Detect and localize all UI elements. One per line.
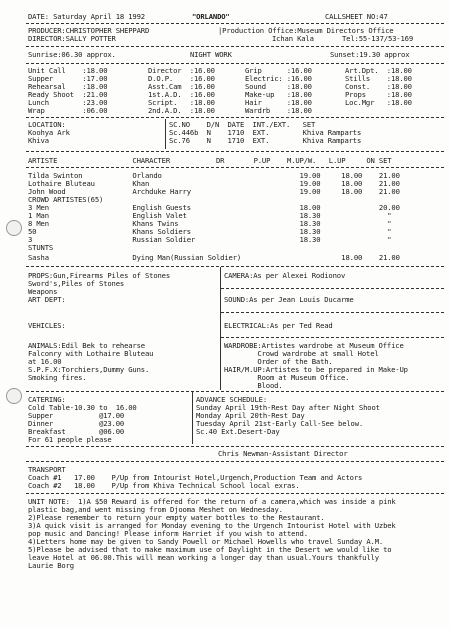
divider xyxy=(26,266,444,267)
catering-line: For 61 people please xyxy=(28,435,112,444)
note-line: plastic bag,and went missing from Djooma Meshet on Wednesday. xyxy=(28,505,283,514)
call-line: Wardrb :18.00 xyxy=(245,106,312,115)
header-callsheet: CALLSHEET NO:47 xyxy=(325,12,388,21)
divider xyxy=(26,493,444,494)
note-line: pop music and Dancing! Please inform Harriet if you wish to attend. xyxy=(28,529,308,538)
props-line: Weapons xyxy=(28,287,58,296)
table-row: 8 Men Khans Twins 18.30 " xyxy=(28,219,392,228)
note-line: UNIT NOTE: 1)A $50 Reward is offered for the return of a camera,which was inside a pink xyxy=(28,497,396,506)
animals-line: Falconry with Lothaire Bluteau xyxy=(28,349,154,358)
location-divider xyxy=(165,119,166,149)
transport-line: Coach #1 17.00 P/Up from Intourist Hotel,Urgench,Production Team and Actors xyxy=(28,473,363,482)
transport-line: TRANSPORT xyxy=(28,465,66,474)
table-row: 3 Russian Soldier 18.30 " xyxy=(28,235,392,244)
call-line: Loc.Mgr :18.00 xyxy=(345,98,412,107)
production-office: |Production Office:Museum Directors Office xyxy=(218,26,394,35)
director: DIRECTOR:SALLY POTTER xyxy=(28,34,116,43)
call-line: Stills :18.00 xyxy=(345,74,412,83)
call-line: Hair :18.00 xyxy=(245,98,312,107)
call-line: Wrap :06.00 xyxy=(28,106,108,115)
call-line: Electric: :16.00 xyxy=(245,74,312,83)
table-row: John Wood Archduke Harry 19.00 18.00 21.00 xyxy=(28,187,400,196)
wardrobe-line: Crowd wardrobe at small Hotel xyxy=(224,349,379,358)
divider xyxy=(26,117,444,118)
wardrobe-line: WARDROBE:Artistes wardrobe at Museum Office xyxy=(224,341,404,350)
night-work: NIGHT WORK xyxy=(190,50,232,59)
scene-line: Sc.76 N 1710 EXT. Khiva Ramparts xyxy=(169,136,362,145)
call-line: Art.Dpt. :18.00 xyxy=(345,66,412,75)
departments-divider xyxy=(220,267,221,390)
sound: SOUND:As per Jean Louis Ducarme xyxy=(224,295,354,304)
note-line: 5)Please be advised that to make maximum use of Daylight in the Desert we would like to xyxy=(28,545,392,554)
catering-divider xyxy=(192,392,193,444)
office-tel: Tel:55-137/53-169 xyxy=(342,34,414,43)
call-line: 1st.A.D. :16.00 xyxy=(148,90,215,99)
table-row: Lothaire Bluteau Khan 19.00 18.00 21.00 xyxy=(28,179,400,188)
call-line: Script. :18.00 xyxy=(148,98,215,107)
header-title: "ORLANDO" xyxy=(192,12,230,21)
table-row: CROWD ARTISTES(65) xyxy=(28,195,104,204)
note-line: leave Hotel at 06.00.This will mean working a longer day than usual.Yours thankfully xyxy=(28,553,379,562)
call-line: Make-up :18.00 xyxy=(245,90,312,99)
animals-line: ANIMALS:Edil Bek to rehearse xyxy=(28,341,145,350)
punch-hole-bottom xyxy=(6,388,22,404)
animals-line: at 16.00 xyxy=(28,357,62,366)
location-line: LOCATION: xyxy=(28,120,66,129)
animals-line: Smoking fires. xyxy=(28,373,87,382)
call-line: Props :18.00 xyxy=(345,90,412,99)
transport-line: Coach #2 18.00 P/Up from Khiva Technical School local exras. xyxy=(28,481,300,490)
divider xyxy=(26,446,444,447)
call-line: Grip :16.00 xyxy=(245,66,312,75)
catering-line: Dinner @23.00 xyxy=(28,419,125,428)
schedule-line: ADVANCE SCHEDULE: xyxy=(196,395,268,404)
call-line: 2nd.A.D. :18.00 xyxy=(148,106,215,115)
scene-line: SC.NO D/N DATE INT./EXT. SET xyxy=(169,120,316,129)
catering-line: Supper @17.00 xyxy=(28,411,125,420)
table-row: Tilda Swinton Orlando 19.00 18.00 21.00 xyxy=(28,171,400,180)
catering-line: Breakfast @06.00 xyxy=(28,427,125,436)
camera: CAMERA:As per Alexei Rodionov xyxy=(224,271,346,280)
wardrobe-line: Room at Museum Office. xyxy=(224,373,350,382)
schedule-line: Sunday April 19th-Rest Day after Night Shoot xyxy=(196,403,380,412)
location-line: Khiva xyxy=(28,136,49,145)
office-name: Ichan Kala xyxy=(272,34,314,43)
call-line: Unit Call :18.00 xyxy=(28,66,108,75)
props-line: PROPS:Gun,Firearms Piles of Stones xyxy=(28,271,171,280)
header-date: DATE: Saturday April 18 1992 xyxy=(28,12,145,21)
sunset: Sunset:19.30 approx xyxy=(330,50,410,59)
divider xyxy=(221,337,444,338)
producer: PRODUCER:CHRISTOPHER SHEPPARD xyxy=(28,26,150,35)
assistant-director: Chris Newman-Assistant Director xyxy=(218,449,348,458)
call-line: Asst.Cam :16.00 xyxy=(148,82,215,91)
divider xyxy=(26,461,444,462)
punch-hole-top xyxy=(6,220,22,236)
divider xyxy=(26,46,444,47)
divider xyxy=(26,23,444,24)
table-row: Sasha Dying Man(Russian Soldier) 18.00 21.00 xyxy=(28,253,400,262)
call-line: Const. :18.00 xyxy=(345,82,412,91)
catering-line: Cold Table-10.30 to 16.00 xyxy=(28,403,137,412)
props-line: ART DEPT: xyxy=(28,295,66,304)
call-line: D.O.P. :16.00 xyxy=(148,74,215,83)
schedule-line: Tuesday April 21st-Early Call-See below. xyxy=(196,419,364,428)
divider xyxy=(26,63,444,64)
schedule-line: Monday April 20th-Rest Day xyxy=(196,411,305,420)
electrical: ELECTRICAL:As per Ted Read xyxy=(224,321,333,330)
call-line: Sound :18.00 xyxy=(245,82,312,91)
location-line: Koohya Ark xyxy=(28,128,70,137)
scene-line: Sc.446b N 1710 EXT. Khiva Ramparts xyxy=(169,128,362,137)
divider xyxy=(221,288,444,289)
artists-header: ARTISTE CHARACTER DR P.UP M.UP/W. L.UP ON SET xyxy=(28,156,392,165)
call-line: Rehearsal :18.00 xyxy=(28,82,108,91)
schedule-line: Sc.40 Ext.Desert-Day xyxy=(196,427,280,436)
note-line: 3)A quick visit is arranged for Monday evening to the Urgench Intourist Hotel with Uzbek xyxy=(28,521,396,530)
call-line: Director :16.00 xyxy=(148,66,215,75)
table-row: 3 Men English Guests 18.00 20.00 xyxy=(28,203,400,212)
call-line: Lunch :23.00 xyxy=(28,98,108,107)
wardrobe-line: HAIR/M.UP:Artistes to be prepared in Make-Up xyxy=(224,365,408,374)
table-row: 1 Man English Valet 18.30 " xyxy=(28,211,392,220)
note-line: Laurie Borg xyxy=(28,561,74,570)
table-row: STUNTS xyxy=(28,243,54,252)
note-line: 2)Please remember to return your empty water bottles to the Restaurant. xyxy=(28,513,325,522)
wardrobe-line: Blood. xyxy=(224,381,283,390)
catering-line: CATERING: xyxy=(28,395,66,404)
props-line: Sword's,Piles of Stones xyxy=(28,279,125,288)
divider xyxy=(26,167,444,168)
animals-line: S.P.F.X:Torchiers,Dummy Guns. xyxy=(28,365,150,374)
call-line: Supper :17.00 xyxy=(28,74,108,83)
wardrobe-line: Order of the Bath. xyxy=(224,357,333,366)
note-line: 4)Letters home may be given to Sandy Powell or Michael Howells who travel Sunday A.M. xyxy=(28,537,384,546)
call-line: Ready Shoot :21.00 xyxy=(28,90,108,99)
table-row: 50 Khans Soldiers 18.30 " xyxy=(28,227,392,236)
vehicles: VEHICLES: xyxy=(28,321,66,330)
divider xyxy=(26,391,444,392)
divider xyxy=(26,151,444,152)
sunrise: Sunrise:06.30 approx. xyxy=(28,50,116,59)
divider xyxy=(221,312,444,313)
